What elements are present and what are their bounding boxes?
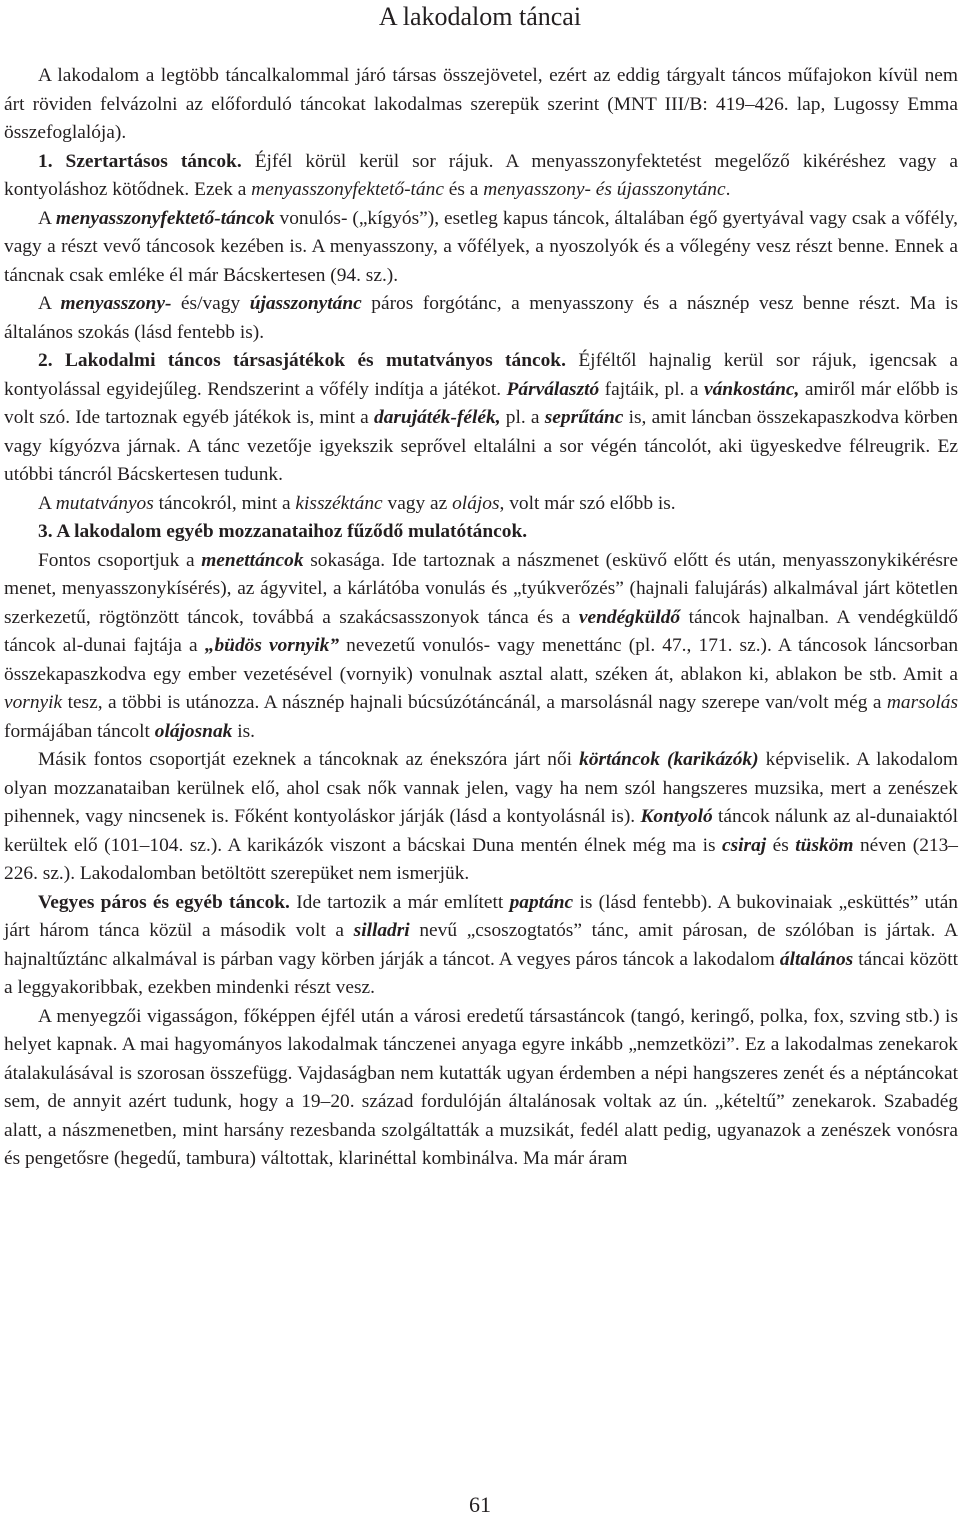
term: darujáték-félék,	[374, 407, 501, 428]
term: menettáncok	[201, 549, 304, 571]
text-run: A lakodalom a legtöbb táncalkalommal járó társas összejövetel, ezért az eddig tárgyalt táncos műfajokon kívül nem árt röviden felvázolni az előforduló táncokat lakodalmas szerepük szerint (MNT III/B: 419–426. lap, Lugossy Emma összefoglalója).	[4, 65, 958, 143]
text-run: sokasága. Ide tartoznak a nászmenet (esküvő előtt és után, menyasszonykikérésre menet, menyasszonykísérés), az ágyvitel, a kárlátóba vonulás és „tyúkverőzés” (hajnali falujárás) alkalmával járt kötetlen szerkezetű, rögtönzött táncok, továbbá a szakácsasszonyok tánca és a	[4, 549, 958, 628]
text-run: A menyegzői vigasságon, főképpen éjfél után a városi eredetű társastáncok (tangó, keringő, polka, fox, szving stb.) is helyet kapnak. A mai hagyományos lakodalmak tánczenei anyaga egyre inkább „nemzetközi”. Ez a lakodalmas zenekarok átalakulásával is szorosan összefügg. Vajdaságban nem kutatták ugyan érdemben a népi hangszeres zenét és a néptáncokat sem, de annyit azért tudunk, hogy a 19–20. század fordulóján általánosak voltak az ún. „kételtű” zenekarok. Szabadég alatt, a nászmenetben, mint harsány rezesbanda szolgáltatták a muzsikát, fedél alatt pedig, ugyanazok a zenészek vonósra és pengetősre (hegedű, tambura) váltottak, klarinéttal kombinálva. Ma már áram	[4, 1005, 958, 1169]
paragraph-section-2	[4, 347, 958, 490]
text-run: formájában táncolt	[4, 720, 155, 742]
text-run: , volt már szó előbb is.	[499, 492, 676, 514]
term: tüsköm	[795, 834, 854, 856]
text-run: Éjféltől hajnalig kerül sor rájuk, igencsak a kontyolással egyidejűleg. Rendszerint a vőfély indítja a játékot.	[4, 350, 958, 400]
text-run: nevezetű vonulós- vagy menettánc (pl. 47., 171. sz.). A táncosok láncsorban összekapaszkodva egy ember vezetésével (vornyik) vonulnak asztal alatt, széken át, ablakon ki, ablakon be stb. Amit a	[4, 635, 959, 685]
text-run: táncok nálunk az al-dunaiaktól kerültek elő (101–104. sz.). A karikázók viszont a bácskai Duna mentén élnek még ma is	[4, 806, 958, 856]
paragraph	[4, 547, 958, 747]
text-run: Másik fontos csoportját ezeknek a táncoknak az énekszóra járt női	[38, 749, 580, 770]
text-run: táncokról, mint a	[153, 492, 296, 514]
term: mutatványos	[55, 492, 154, 514]
text-run: képviselik. A lakodalom olyan mozzanataiban kerülnek elő, ahol csak nők vannak jelen, vagy ha nem szól hangszeres muzsika, mert a zenészek pihennek, vagy nincsenek is. Főként kontyoláskor járják (lásd a kontyolásnál is).	[4, 749, 959, 827]
term: menyasszony-	[60, 293, 172, 314]
term: Kontyoló	[640, 806, 713, 827]
term: „büdös vornyik”	[204, 635, 340, 656]
text-run: Éjfél körül kerül sor rájuk. A menyasszonyfektetést megelőző kikéréshez vagy a kontyoláshoz kötődnek. Ezek a	[4, 150, 958, 200]
term: menyasszonyfektető-tánc	[251, 179, 444, 200]
text-run: tesz, a többi is utánozza. A násznép hajnali búcsúzótáncánál, a marsolásnál nagy szerepe van/volt még a	[62, 692, 887, 713]
text-run: néven (213–226. sz.). Lakodalomban betöltött szerepüket nem ismerjük.	[4, 834, 958, 884]
text-run: vagy az	[382, 492, 453, 514]
term: vánkostánc,	[704, 378, 800, 400]
text-run: .	[725, 179, 731, 200]
text-run: is, amit láncban összekapaszkodva körben vagy kígyózva járnak. A tánc vezetője igyekszik seprővel eltalálni a sor végén táncolót, aki ügyeskedve félreugrik. Ez utóbbi táncról Bácskertesen tudunk.	[4, 407, 959, 485]
term: olájosnak	[154, 720, 233, 742]
text-run: táncai között a leggyakoribbak, ezekben mindenki részt vesz.	[4, 948, 958, 998]
text-run: és	[766, 834, 796, 856]
paragraph-intro	[4, 62, 958, 148]
section-heading: Vegyes páros és egyéb táncok.	[38, 891, 290, 913]
page-title: A lakodalom táncai	[378, 2, 582, 31]
term: újasszonytánc	[249, 293, 362, 314]
text-run: vonulós- („kígyós”), esetleg kapus táncok, általában égő gyertyával vagy csak a vőfély, vagy a részt vevő táncosok kezében is. A menyasszony, a vőfélyek, a nyoszolyók és a vőlegény vesz részt benne. Ennek a táncnak csak emléke él már Bácskertesen (94. sz.).	[4, 207, 958, 286]
section-heading: 2. Lakodalmi táncos társasjátékok és mutatványos táncok.	[38, 350, 566, 371]
text-run: és a	[443, 179, 484, 200]
paragraph	[4, 205, 958, 291]
term: menyasszony- és újasszonytánc	[483, 179, 726, 200]
paragraph-section-1	[4, 148, 958, 205]
term: olájos	[452, 492, 500, 514]
term: menyasszonyfektető-táncok	[55, 207, 275, 229]
text-run: pl. a	[500, 407, 545, 428]
term: körtáncok (karikázók)	[579, 749, 759, 770]
text-run: és/vagy	[171, 293, 250, 314]
text-run: nevű „csoszogtatós” tánc, amit párosan, de szólóban is jártak. A hajnaltűztánc alkalmával is párban vagy körben járják a táncot. A vegyes páros táncok a lakodalom	[4, 920, 958, 970]
term: Párválasztó	[506, 378, 600, 400]
paragraph-section-3	[4, 518, 958, 547]
term: silladri	[353, 920, 410, 941]
paragraph-mixed-dances	[4, 889, 958, 1003]
section-heading: 1. Szertartásos táncok.	[38, 150, 242, 172]
page-number: 61	[469, 1492, 491, 1517]
text-run: is (lásd fentebb). A bukovinaiak „esküttés” után járt három tánca közül a második volt a	[4, 891, 959, 941]
term: vornyik	[4, 692, 63, 713]
text-run: táncok hajnalban. A vendégküldő táncok al-dunai fajtája a	[4, 606, 958, 656]
term: általános	[779, 948, 854, 970]
text-run: fajtáik, pl. a	[599, 378, 704, 400]
term: vendégküldő	[578, 606, 681, 628]
paragraph	[4, 490, 958, 519]
term: kisszéktánc	[295, 492, 383, 514]
text-run: is.	[232, 720, 255, 742]
text-run: A	[38, 207, 56, 229]
term: marsolás	[886, 692, 958, 713]
text-run: amiről már előbb is volt szó. Ide tartoznak egyéb játékok is, mint a	[4, 378, 958, 428]
text-run: Fontos csoportjuk a	[38, 549, 202, 571]
text-run: páros forgótánc, a menyasszony és a násznép vesz benne részt. Ma is általános szokás (lásd fentebb is).	[4, 293, 958, 343]
term: csiraj	[722, 834, 767, 856]
paragraph	[4, 290, 958, 347]
body-text	[4, 62, 958, 1174]
paragraph	[4, 1003, 958, 1174]
text-run: A	[38, 293, 61, 314]
section-heading: 3. A lakodalom egyéb mozzanataihoz fűződő mulatótáncok.	[38, 521, 528, 542]
text-run: Ide tartozik a már említett	[289, 891, 510, 913]
term: paptánc	[509, 891, 574, 913]
paragraph	[4, 746, 958, 889]
text-run: A	[38, 492, 56, 514]
term: seprűtánc	[544, 407, 624, 428]
